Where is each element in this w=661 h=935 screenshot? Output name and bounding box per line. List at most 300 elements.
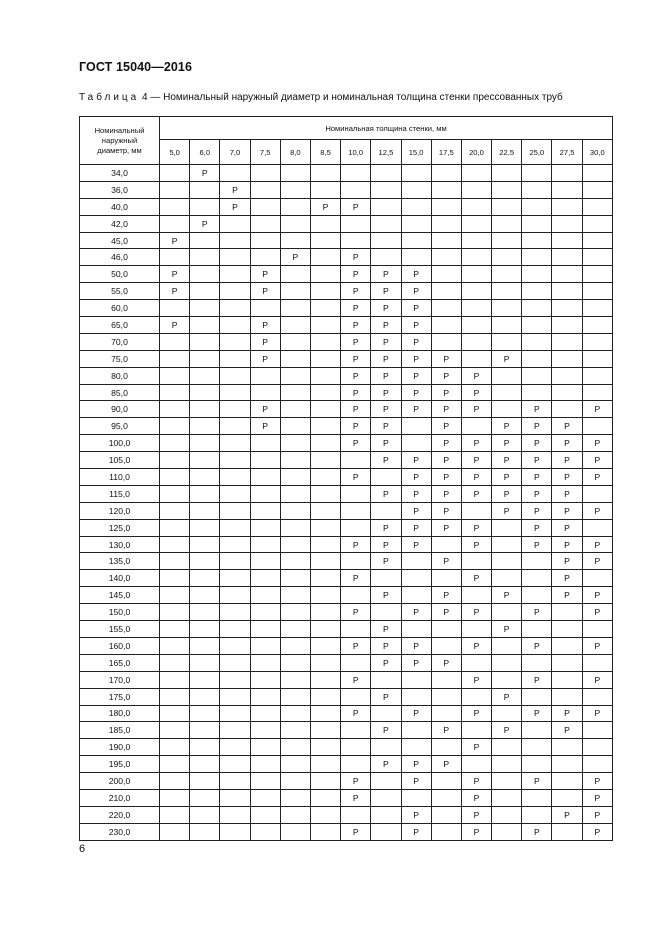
thickness-cell bbox=[160, 739, 190, 756]
thickness-cell bbox=[190, 300, 220, 317]
thickness-cell bbox=[582, 165, 612, 182]
thickness-cell bbox=[341, 621, 371, 638]
thickness-cell bbox=[582, 722, 612, 739]
thickness-cell: Р bbox=[371, 553, 401, 570]
thickness-cell bbox=[341, 215, 371, 232]
thickness-cell bbox=[250, 469, 280, 486]
thickness-cell bbox=[401, 249, 431, 266]
thickness-cell: Р bbox=[280, 249, 310, 266]
thickness-cell bbox=[190, 350, 220, 367]
table-row bbox=[80, 502, 613, 519]
thickness-cell bbox=[492, 739, 522, 756]
thickness-cell bbox=[492, 232, 522, 249]
thickness-cell bbox=[160, 671, 190, 688]
thickness-cell bbox=[371, 773, 401, 790]
thickness-cell bbox=[220, 300, 250, 317]
thickness-cell bbox=[160, 773, 190, 790]
thickness-cell bbox=[431, 165, 461, 182]
thickness-cell bbox=[220, 333, 250, 350]
thickness-cell: Р bbox=[582, 502, 612, 519]
thickness-cell: Р bbox=[552, 705, 582, 722]
thickness-cell: Р bbox=[582, 789, 612, 806]
table-row bbox=[80, 485, 613, 502]
thickness-cell bbox=[250, 384, 280, 401]
thickness-cell bbox=[461, 621, 491, 638]
thickness-cell bbox=[431, 637, 461, 654]
thickness-cell bbox=[250, 688, 280, 705]
table-row bbox=[80, 789, 613, 806]
thickness-cell bbox=[190, 469, 220, 486]
thickness-cell: Р bbox=[160, 266, 190, 283]
thickness-cell bbox=[522, 722, 552, 739]
thickness-cell bbox=[190, 266, 220, 283]
thickness-cell bbox=[582, 215, 612, 232]
table-row bbox=[80, 215, 613, 232]
thickness-cell bbox=[280, 688, 310, 705]
thickness-cell: Р bbox=[341, 333, 371, 350]
thickness-cell bbox=[160, 485, 190, 502]
diameter-cell: 190,0 bbox=[80, 739, 160, 756]
thickness-cell: Р bbox=[341, 773, 371, 790]
thickness-cell bbox=[582, 739, 612, 756]
thickness-cell bbox=[250, 773, 280, 790]
thickness-cell bbox=[582, 249, 612, 266]
thickness-cell: Р bbox=[552, 570, 582, 587]
thickness-cell bbox=[310, 283, 340, 300]
thickness-cell bbox=[552, 654, 582, 671]
thickness-cell bbox=[552, 232, 582, 249]
thickness-cell bbox=[431, 806, 461, 823]
thickness-cell bbox=[461, 215, 491, 232]
table-row bbox=[80, 317, 613, 334]
thickness-cell bbox=[582, 350, 612, 367]
table-row bbox=[80, 823, 613, 840]
thickness-cell bbox=[582, 333, 612, 350]
thickness-cell bbox=[461, 165, 491, 182]
thickness-cell bbox=[522, 232, 552, 249]
thickness-cell: Р bbox=[461, 705, 491, 722]
thickness-cell: Р bbox=[522, 452, 552, 469]
thickness-cell bbox=[341, 806, 371, 823]
thickness-cell bbox=[160, 789, 190, 806]
table-row bbox=[80, 300, 613, 317]
thickness-cell bbox=[310, 705, 340, 722]
thickness-cell bbox=[492, 384, 522, 401]
thickness-cell: Р bbox=[401, 773, 431, 790]
thickness-cell bbox=[160, 806, 190, 823]
thickness-cell bbox=[220, 587, 250, 604]
thickness-cell: Р bbox=[582, 587, 612, 604]
thickness-cell bbox=[552, 181, 582, 198]
thickness-cell bbox=[310, 418, 340, 435]
thickness-cell bbox=[310, 621, 340, 638]
thickness-cell bbox=[371, 502, 401, 519]
thickness-cell bbox=[280, 198, 310, 215]
thickness-cell bbox=[461, 317, 491, 334]
thickness-cell bbox=[220, 485, 250, 502]
thickness-cell bbox=[160, 536, 190, 553]
thickness-cell: Р bbox=[401, 705, 431, 722]
thickness-cell: Р bbox=[552, 502, 582, 519]
table-caption-text: — Номинальный наружный диаметр и номинальная толщина стенки прессованных труб bbox=[147, 92, 563, 103]
thickness-cell bbox=[552, 215, 582, 232]
thickness-cell bbox=[552, 367, 582, 384]
thickness-cell bbox=[582, 519, 612, 536]
thickness-cell: Р bbox=[341, 435, 371, 452]
row-header-line-3: диаметр, мм bbox=[97, 145, 142, 155]
thickness-cell bbox=[582, 300, 612, 317]
thickness-cell bbox=[280, 705, 310, 722]
thickness-cell bbox=[190, 198, 220, 215]
thickness-cell: Р bbox=[522, 705, 552, 722]
thickness-cell bbox=[522, 739, 552, 756]
thickness-cell bbox=[160, 452, 190, 469]
thickness-header: 17,5 bbox=[431, 140, 461, 165]
table-row bbox=[80, 756, 613, 773]
thickness-cell bbox=[552, 333, 582, 350]
thickness-cell: Р bbox=[341, 789, 371, 806]
diameter-cell: 80,0 bbox=[80, 367, 160, 384]
thickness-cell bbox=[341, 553, 371, 570]
thickness-cell: Р bbox=[341, 350, 371, 367]
thickness-cell: Р bbox=[522, 671, 552, 688]
thickness-cell bbox=[461, 502, 491, 519]
thickness-cell bbox=[492, 215, 522, 232]
thickness-cell: Р bbox=[341, 604, 371, 621]
thickness-cell bbox=[160, 418, 190, 435]
thickness-cell: Р bbox=[492, 350, 522, 367]
thickness-cell bbox=[220, 553, 250, 570]
thickness-cell bbox=[522, 688, 552, 705]
thickness-cell: Р bbox=[341, 469, 371, 486]
table-row bbox=[80, 553, 613, 570]
thickness-cell bbox=[341, 165, 371, 182]
thickness-cell bbox=[220, 418, 250, 435]
thickness-cell bbox=[250, 756, 280, 773]
thickness-cell bbox=[220, 283, 250, 300]
thickness-cell bbox=[341, 722, 371, 739]
thickness-cell bbox=[160, 198, 190, 215]
diameter-cell: 75,0 bbox=[80, 350, 160, 367]
thickness-cell: Р bbox=[371, 283, 401, 300]
thickness-cell bbox=[371, 671, 401, 688]
thickness-cell: Р bbox=[250, 333, 280, 350]
thickness-cell bbox=[522, 654, 552, 671]
thickness-cell: Р bbox=[431, 587, 461, 604]
thickness-cell bbox=[461, 553, 491, 570]
thickness-cell: Р bbox=[341, 249, 371, 266]
thickness-cell bbox=[341, 181, 371, 198]
diameter-cell: 185,0 bbox=[80, 722, 160, 739]
thickness-cell bbox=[371, 165, 401, 182]
thickness-cell bbox=[522, 789, 552, 806]
thickness-cell: Р bbox=[431, 418, 461, 435]
thickness-cell bbox=[250, 553, 280, 570]
thickness-cell bbox=[160, 519, 190, 536]
thickness-cell: Р bbox=[582, 671, 612, 688]
thickness-cell bbox=[371, 806, 401, 823]
thickness-cell: Р bbox=[552, 722, 582, 739]
thickness-cell: Р bbox=[522, 401, 552, 418]
thickness-cell bbox=[341, 688, 371, 705]
diameter-column-header bbox=[80, 117, 160, 165]
thickness-cell bbox=[492, 789, 522, 806]
thickness-cell bbox=[160, 300, 190, 317]
thickness-cell: Р bbox=[401, 283, 431, 300]
thickness-cell bbox=[310, 181, 340, 198]
thickness-cell bbox=[220, 519, 250, 536]
thickness-cell bbox=[492, 570, 522, 587]
thickness-cell bbox=[371, 604, 401, 621]
thickness-cell bbox=[190, 671, 220, 688]
thickness-cell bbox=[522, 553, 552, 570]
thickness-cell bbox=[160, 435, 190, 452]
thickness-cell bbox=[190, 604, 220, 621]
thickness-cell: Р bbox=[401, 806, 431, 823]
diameter-cell: 50,0 bbox=[80, 266, 160, 283]
thickness-cell: Р bbox=[371, 300, 401, 317]
diameter-cell: 130,0 bbox=[80, 536, 160, 553]
thickness-cell: Р bbox=[431, 485, 461, 502]
thickness-cell bbox=[492, 300, 522, 317]
thickness-cell bbox=[492, 671, 522, 688]
thickness-cell bbox=[190, 317, 220, 334]
thickness-cell bbox=[461, 283, 491, 300]
thickness-cell bbox=[280, 232, 310, 249]
thickness-cell: Р bbox=[522, 637, 552, 654]
thickness-cell: Р bbox=[371, 519, 401, 536]
thickness-cell: Р bbox=[401, 604, 431, 621]
thickness-cell bbox=[582, 485, 612, 502]
thickness-cell bbox=[552, 604, 582, 621]
thickness-cell: Р bbox=[492, 587, 522, 604]
thickness-cell: Р bbox=[492, 502, 522, 519]
thickness-cell: Р bbox=[431, 604, 461, 621]
thickness-cell bbox=[160, 756, 190, 773]
thickness-cell: Р bbox=[401, 823, 431, 840]
thickness-cell bbox=[492, 249, 522, 266]
diameter-cell: 65,0 bbox=[80, 317, 160, 334]
thickness-cell bbox=[280, 283, 310, 300]
table-row bbox=[80, 384, 613, 401]
thickness-cell bbox=[492, 604, 522, 621]
diameter-cell: 165,0 bbox=[80, 654, 160, 671]
thickness-cell: Р bbox=[371, 587, 401, 604]
thickness-header: 6,0 bbox=[190, 140, 220, 165]
thickness-cell bbox=[552, 300, 582, 317]
thickness-cell bbox=[160, 705, 190, 722]
thickness-cell bbox=[552, 283, 582, 300]
thickness-cell bbox=[522, 198, 552, 215]
thickness-cell: Р bbox=[492, 469, 522, 486]
thickness-cell bbox=[401, 553, 431, 570]
thickness-cell bbox=[310, 587, 340, 604]
thickness-cell bbox=[190, 688, 220, 705]
thickness-cell bbox=[310, 215, 340, 232]
thickness-cell bbox=[401, 570, 431, 587]
table-row bbox=[80, 249, 613, 266]
thickness-cell: Р bbox=[371, 536, 401, 553]
thickness-cell bbox=[280, 215, 310, 232]
thickness-cell bbox=[371, 705, 401, 722]
diameter-cell: 195,0 bbox=[80, 756, 160, 773]
table-row bbox=[80, 806, 613, 823]
thickness-cell bbox=[160, 249, 190, 266]
thickness-cell bbox=[310, 249, 340, 266]
thickness-cell bbox=[310, 604, 340, 621]
thickness-cell bbox=[250, 806, 280, 823]
thickness-cell bbox=[431, 232, 461, 249]
thickness-cell: Р bbox=[341, 570, 371, 587]
thickness-cell bbox=[552, 266, 582, 283]
diameter-cell: 36,0 bbox=[80, 181, 160, 198]
thickness-cell: Р bbox=[552, 435, 582, 452]
table-row bbox=[80, 587, 613, 604]
thickness-cell bbox=[280, 756, 310, 773]
thickness-cell bbox=[492, 553, 522, 570]
thickness-cell: Р bbox=[582, 401, 612, 418]
thickness-cell: Р bbox=[492, 722, 522, 739]
thickness-cell bbox=[190, 502, 220, 519]
thickness-cell bbox=[280, 806, 310, 823]
thickness-cell: Р bbox=[431, 553, 461, 570]
thickness-cell bbox=[280, 165, 310, 182]
thickness-cell bbox=[401, 789, 431, 806]
thickness-header: 30,0 bbox=[582, 140, 612, 165]
thickness-cell: Р bbox=[552, 536, 582, 553]
thickness-cell: Р bbox=[371, 621, 401, 638]
thickness-cell bbox=[461, 688, 491, 705]
thickness-header: 10,0 bbox=[341, 140, 371, 165]
thickness-cell bbox=[310, 452, 340, 469]
document-id: ГОСТ 15040—2016 bbox=[79, 60, 193, 74]
thickness-cell: Р bbox=[431, 654, 461, 671]
thickness-cell bbox=[522, 215, 552, 232]
thickness-cell bbox=[280, 553, 310, 570]
thickness-cell bbox=[492, 283, 522, 300]
thickness-cell: Р bbox=[371, 418, 401, 435]
thickness-cell: Р bbox=[431, 452, 461, 469]
thickness-cell bbox=[341, 739, 371, 756]
thickness-cell: Р bbox=[582, 604, 612, 621]
diameter-cell: 150,0 bbox=[80, 604, 160, 621]
diameter-cell: 90,0 bbox=[80, 401, 160, 418]
thickness-cell: Р bbox=[461, 773, 491, 790]
thickness-cell bbox=[371, 181, 401, 198]
thickness-cell bbox=[310, 773, 340, 790]
thickness-cell bbox=[220, 722, 250, 739]
thickness-cell bbox=[280, 722, 310, 739]
thickness-cell bbox=[250, 367, 280, 384]
thickness-cell: Р bbox=[461, 806, 491, 823]
thickness-cell bbox=[220, 773, 250, 790]
thickness-cell bbox=[492, 536, 522, 553]
thickness-cell: Р bbox=[582, 705, 612, 722]
diameter-cell: 70,0 bbox=[80, 333, 160, 350]
page-number: 6 bbox=[79, 843, 86, 855]
thickness-cell bbox=[552, 384, 582, 401]
thickness-cell: Р bbox=[461, 384, 491, 401]
thickness-cell bbox=[160, 367, 190, 384]
thickness-cell: Р bbox=[431, 384, 461, 401]
thickness-cell: Р bbox=[401, 350, 431, 367]
thickness-cell bbox=[160, 722, 190, 739]
thickness-cell bbox=[220, 317, 250, 334]
thickness-cell bbox=[250, 165, 280, 182]
thickness-cell: Р bbox=[220, 181, 250, 198]
thickness-cell bbox=[582, 570, 612, 587]
thickness-cell bbox=[492, 773, 522, 790]
thickness-cell bbox=[310, 722, 340, 739]
thickness-cell bbox=[250, 705, 280, 722]
thickness-cell bbox=[280, 266, 310, 283]
thickness-cell bbox=[371, 469, 401, 486]
thickness-cell bbox=[341, 654, 371, 671]
diameter-cell: 95,0 bbox=[80, 418, 160, 435]
thickness-cell: Р bbox=[431, 756, 461, 773]
thickness-cell: Р bbox=[341, 823, 371, 840]
thickness-cell bbox=[371, 570, 401, 587]
thickness-cell: Р bbox=[401, 266, 431, 283]
thickness-cell bbox=[461, 418, 491, 435]
diameter-cell: 42,0 bbox=[80, 215, 160, 232]
thickness-cell: Р bbox=[431, 401, 461, 418]
thickness-cell bbox=[461, 722, 491, 739]
diameter-cell: 210,0 bbox=[80, 789, 160, 806]
thickness-cell bbox=[431, 823, 461, 840]
thickness-cell: Р bbox=[552, 587, 582, 604]
thickness-cell: Р bbox=[582, 536, 612, 553]
thickness-cell bbox=[492, 367, 522, 384]
thickness-cell: Р bbox=[431, 435, 461, 452]
thickness-cell bbox=[461, 300, 491, 317]
thickness-cell: Р bbox=[552, 452, 582, 469]
thickness-cell bbox=[280, 654, 310, 671]
thickness-cell bbox=[310, 756, 340, 773]
thickness-cell: Р bbox=[492, 688, 522, 705]
thickness-cell bbox=[280, 350, 310, 367]
thickness-cell bbox=[310, 300, 340, 317]
thickness-cell: Р bbox=[341, 671, 371, 688]
thickness-cell: Р bbox=[552, 418, 582, 435]
thickness-cell: Р bbox=[552, 806, 582, 823]
thickness-cell: Р bbox=[401, 333, 431, 350]
thickness-cell bbox=[280, 789, 310, 806]
thickness-cell bbox=[280, 570, 310, 587]
thickness-cell bbox=[461, 587, 491, 604]
thickness-cell: Р bbox=[341, 418, 371, 435]
thickness-cell: Р bbox=[341, 317, 371, 334]
thickness-cell: Р bbox=[341, 283, 371, 300]
thickness-cell bbox=[310, 823, 340, 840]
diameter-cell: 120,0 bbox=[80, 502, 160, 519]
thickness-cell: Р bbox=[250, 266, 280, 283]
thickness-cell bbox=[492, 637, 522, 654]
thickness-cell bbox=[190, 181, 220, 198]
thickness-cell: Р bbox=[492, 621, 522, 638]
thickness-cell bbox=[190, 806, 220, 823]
thickness-cell: Р bbox=[582, 773, 612, 790]
thickness-cell bbox=[461, 350, 491, 367]
thickness-cell bbox=[190, 570, 220, 587]
thickness-cell: Р bbox=[461, 637, 491, 654]
thickness-cell bbox=[522, 266, 552, 283]
table-row bbox=[80, 181, 613, 198]
thickness-cell bbox=[280, 502, 310, 519]
thickness-cell bbox=[250, 249, 280, 266]
thickness-cell: Р bbox=[341, 384, 371, 401]
thickness-cell bbox=[552, 823, 582, 840]
